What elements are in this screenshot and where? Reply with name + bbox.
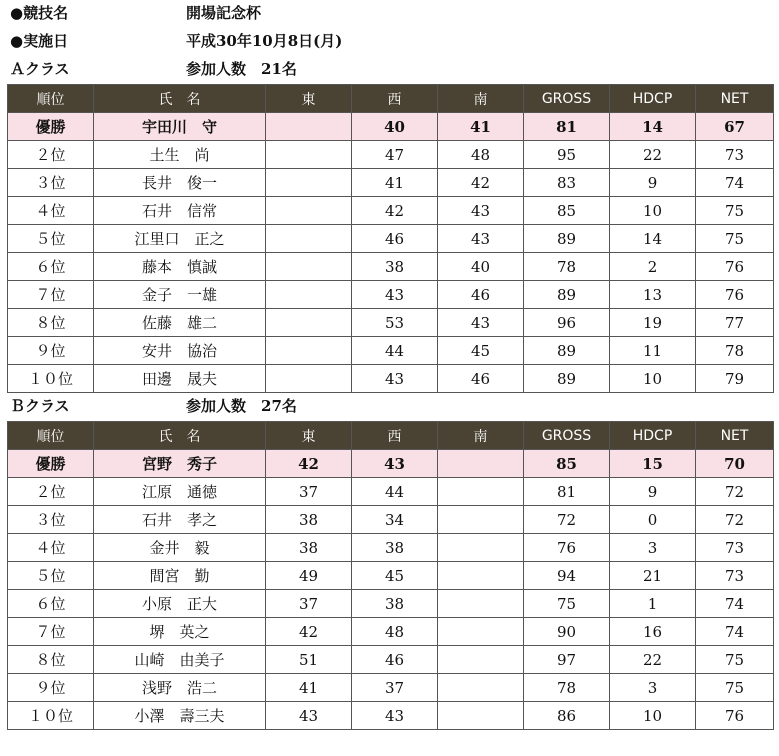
class-a-results-table [7,84,774,393]
hdcp-cell: 16 [610,618,696,646]
table-row [8,534,774,562]
south-score-cell: 41 [438,113,524,141]
east-score-cell [266,113,352,141]
south-score-cell [438,534,524,562]
hdcp-cell: 19 [610,309,696,337]
west-score-cell: 44 [352,337,438,365]
gross-cell: 95 [524,141,610,169]
net-cell: 75 [696,674,774,702]
east-score-cell: 42 [266,450,352,478]
name-cell: 土生 尚 [94,141,266,169]
hdcp-cell: 22 [610,646,696,674]
gross-cell: 78 [524,674,610,702]
name-cell: 宮野 秀子 [94,450,266,478]
west-score-cell: 46 [352,225,438,253]
net-cell: 76 [696,253,774,281]
name-cell: 小原 正大 [94,590,266,618]
table-row [8,169,774,197]
class-b-participants: 参加人数 27名 [186,397,297,415]
gross-cell: 81 [524,478,610,506]
rank-cell: ９位 [8,674,94,702]
rank-cell: ８位 [8,309,94,337]
class-b-results-table [7,421,774,730]
hdcp-cell: 13 [610,281,696,309]
table-row [8,253,774,281]
name-cell: 浅野 浩二 [94,674,266,702]
south-score-cell: 43 [438,309,524,337]
south-score-cell [438,674,524,702]
west-score-cell: 34 [352,506,438,534]
west-score-cell: 43 [352,450,438,478]
hdcp-cell: 9 [610,478,696,506]
rank-cell: ３位 [8,506,94,534]
east-score-cell: 43 [266,702,352,730]
table-row [8,309,774,337]
name-cell: 長井 俊一 [94,169,266,197]
east-score-cell: 42 [266,618,352,646]
table-row [8,674,774,702]
rank-header: 順位 [8,85,94,113]
rank-cell: 優勝 [8,113,94,141]
west-header: 西 [352,422,438,450]
rank-cell: ３位 [8,169,94,197]
table-row [8,141,774,169]
hdcp-cell: 2 [610,253,696,281]
south-score-cell [438,478,524,506]
gross-cell: 86 [524,702,610,730]
gross-cell: 75 [524,590,610,618]
net-cell: 77 [696,309,774,337]
net-cell: 67 [696,113,774,141]
west-score-cell: 46 [352,646,438,674]
rank-cell: ７位 [8,281,94,309]
south-score-cell: 40 [438,253,524,281]
south-score-cell [438,590,524,618]
name-header: 氏 名 [94,422,266,450]
name-cell: 江里口 正之 [94,225,266,253]
east-score-cell: 37 [266,590,352,618]
rank-cell: ５位 [8,562,94,590]
east-score-cell: 38 [266,506,352,534]
west-score-cell: 38 [352,590,438,618]
south-score-cell [438,702,524,730]
table-row [8,337,774,365]
south-score-cell: 43 [438,225,524,253]
name-cell: 小澤 壽三夫 [94,702,266,730]
east-score-cell: 51 [266,646,352,674]
hdcp-cell: 10 [610,365,696,393]
date-value: 平成30年10月8日(月) [186,32,343,50]
south-score-cell [438,646,524,674]
table-row [8,365,774,393]
gross-cell: 85 [524,197,610,225]
west-header: 西 [352,85,438,113]
east-score-cell [266,337,352,365]
rank-cell: 優勝 [8,450,94,478]
name-cell: 佐藤 雄二 [94,309,266,337]
south-score-cell: 48 [438,141,524,169]
net-cell: 75 [696,197,774,225]
rank-cell: ７位 [8,618,94,646]
net-cell: 79 [696,365,774,393]
east-header: 東 [266,422,352,450]
east-score-cell [266,365,352,393]
hdcp-cell: 3 [610,534,696,562]
gross-cell: 85 [524,450,610,478]
south-header: 南 [438,85,524,113]
rank-cell: ６位 [8,253,94,281]
gross-cell: 76 [524,534,610,562]
table-header-row [8,422,774,450]
winner-row [8,450,774,478]
east-score-cell: 37 [266,478,352,506]
south-header: 南 [438,422,524,450]
gross-cell: 94 [524,562,610,590]
class-b-label: Ｂクラス [10,397,70,415]
name-cell: 江原 通徳 [94,478,266,506]
south-score-cell: 46 [438,281,524,309]
south-score-cell: 43 [438,197,524,225]
gross-cell: 81 [524,113,610,141]
rank-cell: ４位 [8,534,94,562]
name-cell: 金子 一雄 [94,281,266,309]
west-score-cell: 43 [352,365,438,393]
table-row [8,646,774,674]
rank-cell: １０位 [8,702,94,730]
gross-cell: 89 [524,281,610,309]
hdcp-header: HDCP [610,85,696,113]
net-cell: 73 [696,141,774,169]
rank-cell: １０位 [8,365,94,393]
name-cell: 安井 協治 [94,337,266,365]
rank-cell: ９位 [8,337,94,365]
hdcp-cell: 22 [610,141,696,169]
rank-header: 順位 [8,422,94,450]
west-score-cell: 53 [352,309,438,337]
rank-cell: ６位 [8,590,94,618]
west-score-cell: 48 [352,618,438,646]
hdcp-cell: 14 [610,225,696,253]
south-score-cell [438,618,524,646]
gross-cell: 89 [524,365,610,393]
name-header: 氏 名 [94,85,266,113]
gross-cell: 89 [524,337,610,365]
west-score-cell: 38 [352,534,438,562]
east-score-cell: 41 [266,674,352,702]
name-cell: 金井 毅 [94,534,266,562]
name-cell: 堺 英之 [94,618,266,646]
south-score-cell: 42 [438,169,524,197]
east-score-cell [266,281,352,309]
east-header: 東 [266,85,352,113]
west-score-cell: 45 [352,562,438,590]
rank-cell: ４位 [8,197,94,225]
west-score-cell: 37 [352,674,438,702]
net-cell: 70 [696,450,774,478]
table-header-row [8,85,774,113]
hdcp-cell: 0 [610,506,696,534]
south-score-cell [438,506,524,534]
south-score-cell [438,450,524,478]
hdcp-cell: 15 [610,450,696,478]
date-label: ●実施日 [10,32,69,50]
winner-row [8,113,774,141]
gross-cell: 78 [524,253,610,281]
hdcp-header: HDCP [610,422,696,450]
west-score-cell: 44 [352,478,438,506]
name-cell: 山崎 由美子 [94,646,266,674]
west-score-cell: 40 [352,113,438,141]
east-score-cell [266,169,352,197]
hdcp-cell: 9 [610,169,696,197]
class-a-participants: 参加人数 21名 [186,60,297,78]
table-row [8,197,774,225]
table-row [8,562,774,590]
net-cell: 74 [696,169,774,197]
name-cell: 田邊 晟夫 [94,365,266,393]
hdcp-cell: 21 [610,562,696,590]
west-score-cell: 43 [352,702,438,730]
west-score-cell: 38 [352,253,438,281]
south-score-cell: 46 [438,365,524,393]
east-score-cell [266,309,352,337]
table-row [8,225,774,253]
name-cell: 石井 孝之 [94,506,266,534]
south-score-cell: 45 [438,337,524,365]
gross-cell: 97 [524,646,610,674]
west-score-cell: 42 [352,197,438,225]
net-cell: 76 [696,281,774,309]
table-row [8,506,774,534]
competition-label: ●競技名 [10,4,69,22]
table-row [8,281,774,309]
west-score-cell: 43 [352,281,438,309]
table-row [8,478,774,506]
rank-cell: ２位 [8,478,94,506]
hdcp-cell: 10 [610,702,696,730]
name-cell: 宇田川 守 [94,113,266,141]
gross-cell: 96 [524,309,610,337]
net-cell: 73 [696,534,774,562]
table-row [8,702,774,730]
table-row [8,590,774,618]
net-cell: 72 [696,506,774,534]
hdcp-cell: 3 [610,674,696,702]
net-cell: 75 [696,225,774,253]
net-cell: 72 [696,478,774,506]
rank-cell: ２位 [8,141,94,169]
net-header: NET [696,422,774,450]
hdcp-cell: 10 [610,197,696,225]
class-a-label: Ａクラス [10,60,70,78]
hdcp-cell: 14 [610,113,696,141]
net-header: NET [696,85,774,113]
east-score-cell: 38 [266,534,352,562]
gross-header: GROSS [524,85,610,113]
rank-cell: ８位 [8,646,94,674]
gross-cell: 90 [524,618,610,646]
hdcp-cell: 11 [610,337,696,365]
west-score-cell: 47 [352,141,438,169]
east-score-cell: 49 [266,562,352,590]
east-score-cell [266,197,352,225]
east-score-cell [266,141,352,169]
gross-cell: 83 [524,169,610,197]
gross-header: GROSS [524,422,610,450]
name-cell: 間宮 勤 [94,562,266,590]
gross-cell: 89 [524,225,610,253]
name-cell: 石井 信常 [94,197,266,225]
gross-cell: 72 [524,506,610,534]
net-cell: 73 [696,562,774,590]
competition-name: 開場記念杯 [186,4,262,22]
table-row [8,618,774,646]
south-score-cell [438,562,524,590]
net-cell: 76 [696,702,774,730]
rank-cell: ５位 [8,225,94,253]
net-cell: 74 [696,618,774,646]
net-cell: 74 [696,590,774,618]
name-cell: 藤本 慎誠 [94,253,266,281]
hdcp-cell: 1 [610,590,696,618]
net-cell: 78 [696,337,774,365]
east-score-cell [266,253,352,281]
west-score-cell: 41 [352,169,438,197]
net-cell: 75 [696,646,774,674]
east-score-cell [266,225,352,253]
